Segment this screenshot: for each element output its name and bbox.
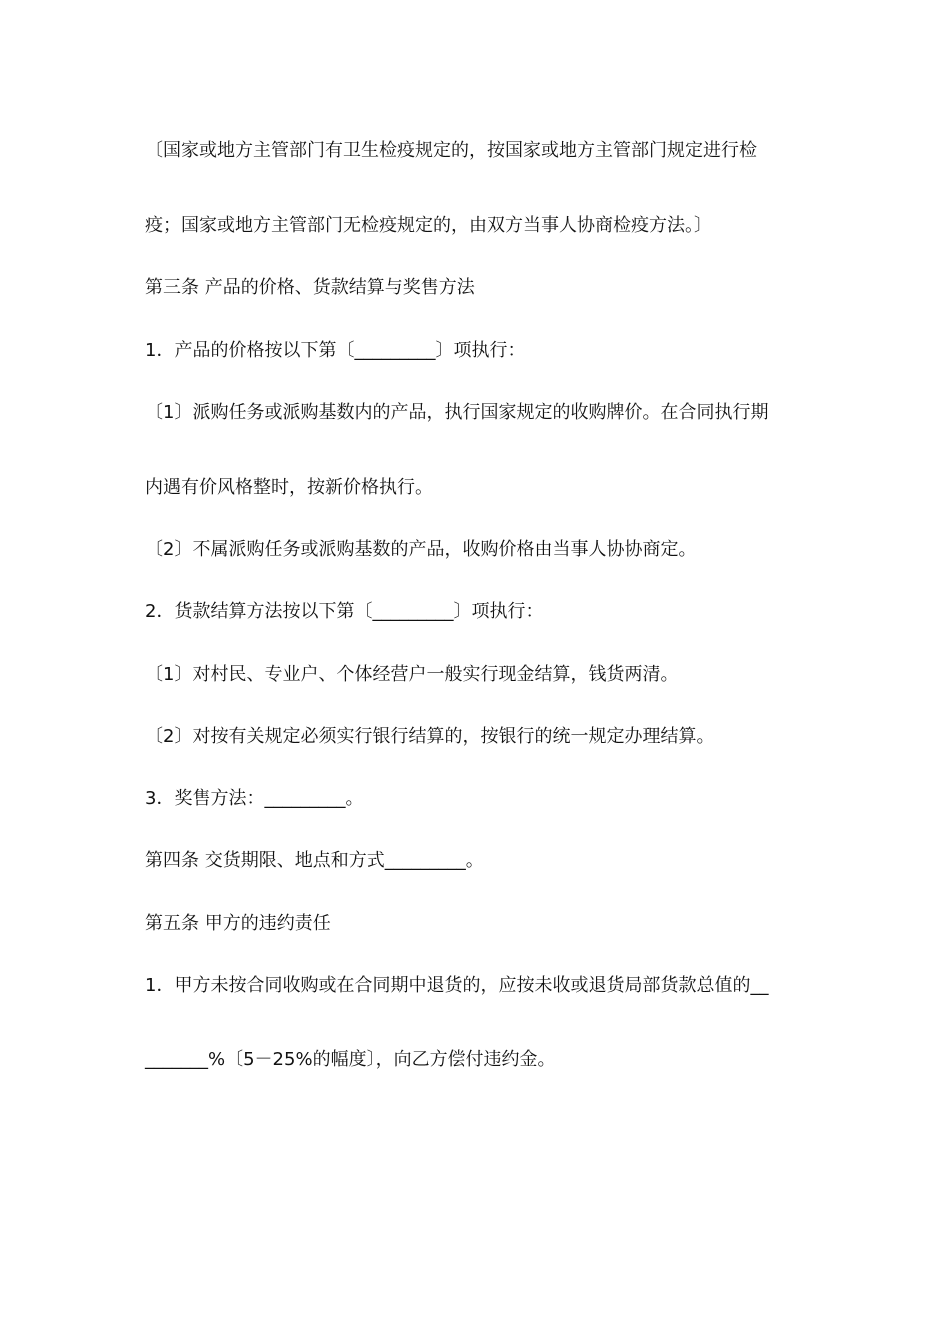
paragraph-line: 1．甲方未按合同收购或在合同期中退货的，应按未收或退货局部货款总值的__ <box>145 975 769 996</box>
paragraph-line: 〔2〕不属派购任务或派购基数的产品，收购价格由当事人协协商定。 <box>145 539 697 560</box>
paragraph-line: _______%〔5－25%的幅度〕，向乙方偿付违约金。 <box>145 1049 556 1070</box>
paragraph-line: 疫；国家或地方主管部门无检疫规定的，由双方当事人协商检疫方法。〕 <box>145 215 712 236</box>
paragraph-line: 2．货款结算方法按以下第〔_________〕项执行： <box>145 601 544 622</box>
paragraph-line: 1．产品的价格按以下第〔_________〕项执行： <box>145 340 526 361</box>
paragraph-line: 〔2〕对按有关规定必须实行银行结算的，按银行的统一规定办理结算。 <box>145 726 715 747</box>
section-heading-5: 第五条 甲方的违约责任 <box>145 913 331 934</box>
paragraph-line: 内遇有价风格整时，按新价格执行。 <box>145 477 433 498</box>
paragraph-line: 〔1〕对村民、专业户、个体经营户一般实行现金结算，钱货两清。 <box>145 664 679 685</box>
paragraph-line: 3．奖售方法：_________。 <box>145 788 364 809</box>
paragraph-line: 〔国家或地方主管部门有卫生检疫规定的，按国家或地方主管部门规定进行检 <box>145 140 757 161</box>
section-heading-3: 第三条 产品的价格、货款结算与奖售方法 <box>145 277 475 298</box>
section-heading-4: 第四条 交货期限、地点和方式_________。 <box>145 850 484 871</box>
paragraph-line: 〔1〕派购任务或派购基数内的产品，执行国家规定的收购牌价。在合同执行期 <box>145 402 769 423</box>
